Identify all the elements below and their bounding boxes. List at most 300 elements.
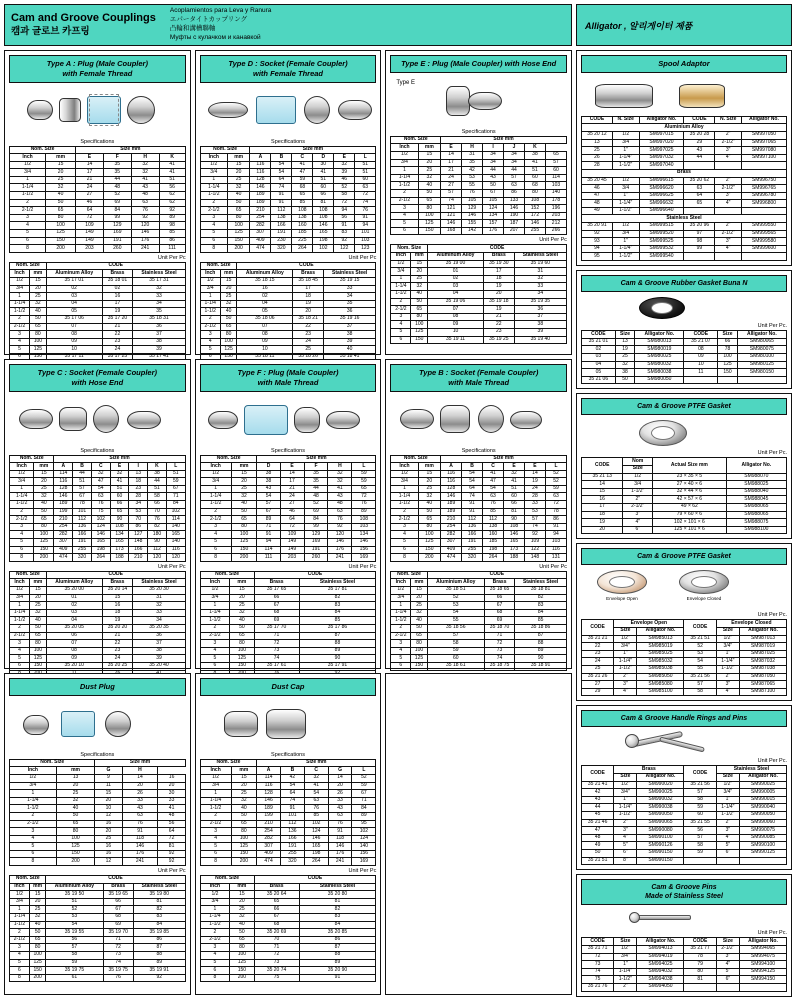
table-row bbox=[582, 849, 787, 857]
th-code2-spool: CODE bbox=[684, 116, 715, 124]
table-cell: 57 bbox=[257, 501, 280, 509]
table-row bbox=[200, 812, 376, 820]
table-cell: 98 bbox=[684, 238, 715, 246]
table-cell bbox=[684, 376, 718, 384]
table-cell: 24 bbox=[102, 655, 133, 663]
table-cell bbox=[716, 983, 739, 991]
table-cell: 2-1/2 bbox=[10, 632, 30, 640]
table-cell: 34 bbox=[483, 159, 504, 167]
table-cell: SM985038 bbox=[637, 665, 684, 673]
table-cell: 51 bbox=[524, 167, 545, 175]
table-cell: 5 bbox=[10, 843, 57, 851]
table-cell: 65 bbox=[231, 820, 257, 828]
table-cell: 1-1/4 bbox=[391, 609, 411, 617]
table-cell: 50 bbox=[411, 298, 428, 306]
table-cell: 1-1/4" bbox=[716, 804, 739, 812]
table-cell: 200 bbox=[29, 974, 45, 982]
th-nom-size-f: Nom. Size bbox=[200, 455, 257, 463]
table-cell: 3 bbox=[200, 214, 227, 222]
table-cell: 27 bbox=[582, 681, 614, 689]
table-cell: 32 bbox=[615, 361, 635, 369]
table-cell: 63 bbox=[545, 493, 566, 501]
table-cell: 15 bbox=[411, 587, 427, 595]
table-cell: 23 bbox=[293, 331, 324, 339]
table-cell: 3/4" bbox=[614, 643, 637, 651]
table-cell: 146 bbox=[352, 539, 376, 547]
table-cell: 116 bbox=[250, 169, 271, 177]
table-row bbox=[10, 898, 186, 906]
th-sub: Brass bbox=[484, 579, 514, 587]
code-table-dust-plug bbox=[9, 875, 186, 982]
table-row bbox=[200, 624, 376, 632]
table-cell: 19 bbox=[102, 308, 133, 316]
table-cell: 156 bbox=[352, 546, 376, 554]
table-cell: 57 bbox=[504, 174, 525, 182]
table-cell: 43 bbox=[582, 796, 614, 804]
table-ptfe bbox=[581, 457, 787, 534]
th-code2-pins: CODE bbox=[684, 938, 716, 946]
table-cell: 35 20 25 bbox=[102, 662, 133, 670]
unit-label-e: Unit Per Pc bbox=[539, 237, 568, 244]
table-cell: 8" bbox=[614, 857, 637, 865]
table-row bbox=[200, 944, 376, 952]
table-row bbox=[10, 323, 186, 331]
table-cell: 72 bbox=[484, 640, 514, 648]
table-cell: 100 bbox=[231, 531, 257, 539]
panel-title-spool: Spool Adaptor bbox=[581, 55, 787, 73]
table-cell: 35 21 06 bbox=[582, 376, 616, 384]
th-sub: E bbox=[110, 463, 129, 471]
table-cell: 52 bbox=[46, 906, 103, 914]
table-cell: 4" bbox=[716, 834, 739, 842]
table-cell: 35 18 41 bbox=[323, 353, 375, 361]
panel-empty bbox=[385, 673, 572, 995]
table-cell: 102 bbox=[91, 516, 110, 524]
th-nsize-spool: N. Size bbox=[612, 116, 639, 124]
table-cell: 04 bbox=[46, 617, 102, 625]
table-cell: 24 bbox=[280, 493, 304, 501]
table-cell: 17 bbox=[582, 503, 623, 511]
table-cell: 5 bbox=[200, 346, 220, 354]
table-ptfe-envelope bbox=[581, 619, 787, 696]
table-cell: 160 bbox=[292, 222, 313, 230]
th-size-closed-env: Size bbox=[716, 628, 739, 636]
table-cell: 176 bbox=[122, 850, 158, 858]
table-cell: 2" bbox=[614, 819, 637, 827]
table-cell: 06 bbox=[46, 632, 102, 640]
table-cell: 09 bbox=[428, 321, 484, 329]
table-cell: 146 bbox=[328, 539, 352, 547]
table-cell: 1/2" bbox=[614, 635, 637, 643]
table-cell: 20 bbox=[29, 898, 45, 906]
table-cell: 1-1/2" bbox=[716, 665, 739, 673]
table-row bbox=[582, 361, 787, 369]
table-cell: 25 bbox=[29, 906, 45, 914]
table-cell: 3/4 bbox=[200, 478, 231, 486]
th-sub: Stainless Steel bbox=[323, 270, 375, 278]
table-cell: 32 bbox=[328, 470, 352, 478]
table-cell: 100 bbox=[56, 835, 95, 843]
table-cell: 46 bbox=[582, 185, 613, 193]
table-cell: 166 bbox=[462, 531, 483, 539]
table-cell: 92 bbox=[158, 850, 185, 858]
table-cell: SM994038 bbox=[637, 976, 684, 984]
table-row bbox=[200, 293, 376, 301]
th-sub: Stainless Steel bbox=[133, 883, 185, 891]
table-handle-rings bbox=[581, 765, 787, 865]
th-sub: L bbox=[355, 154, 376, 162]
table-cell: 3" bbox=[716, 953, 739, 961]
table-cell: 24 bbox=[76, 184, 104, 192]
table-cell: 134 bbox=[483, 212, 504, 220]
table-cell: 6" bbox=[623, 526, 653, 534]
table-cell: 35 18 70 bbox=[484, 624, 514, 632]
table-row bbox=[200, 493, 376, 501]
th-actual-ptfe: Actual Size mm bbox=[653, 458, 727, 473]
table-cell: 2-1/2" bbox=[623, 503, 653, 511]
table-cell: 2 bbox=[391, 508, 418, 516]
th-allig-ptfe: Alligator No. bbox=[726, 458, 786, 473]
th-sub: B bbox=[462, 463, 483, 471]
table-row bbox=[582, 185, 787, 193]
table-row bbox=[10, 508, 186, 516]
table-cell: 35 21 77 bbox=[684, 945, 716, 953]
th-size-mm-dc: Size mm bbox=[257, 759, 376, 767]
table-cell: 80 bbox=[411, 640, 427, 648]
table-cell: 102 × 101 × 6 bbox=[653, 519, 727, 527]
table-cell: 25 bbox=[34, 485, 54, 493]
table-row bbox=[10, 805, 186, 813]
table-cell: 64 bbox=[271, 176, 292, 184]
table-cell: 79 × 60 × 6 bbox=[653, 511, 727, 519]
table-cell: 6 bbox=[200, 967, 229, 975]
table-cell: 6 bbox=[200, 850, 231, 858]
table-cell: 100 bbox=[411, 321, 428, 329]
table-cell: 51 bbox=[159, 176, 185, 184]
table-cell: 100 bbox=[418, 531, 441, 539]
table-cell: 2-1/2 bbox=[200, 936, 229, 944]
table-cell: 3/4 bbox=[391, 594, 411, 602]
th-sub: Stainless Steel bbox=[133, 579, 185, 587]
unit-label-dc: Unit Per Pc bbox=[348, 868, 377, 875]
th-ss-handle: Stainless Steel bbox=[716, 766, 786, 774]
spec-label-b: Specifications bbox=[461, 447, 496, 454]
table-cell: 57 bbox=[46, 944, 103, 952]
table-cell: 50 bbox=[483, 182, 504, 190]
table-cell: 150 bbox=[411, 336, 428, 344]
table-cell: 75 bbox=[91, 508, 110, 516]
panel-title-buna: Cam & Groove Rubber Gasket Buna N bbox=[581, 275, 787, 292]
table-cell: 264 bbox=[304, 858, 328, 866]
table-cell: SM990100 bbox=[739, 842, 786, 850]
table-cell: 54 bbox=[257, 493, 280, 501]
table-cell: 254 bbox=[441, 523, 462, 531]
table-cell: 4 bbox=[10, 952, 30, 960]
panel-dust-plug bbox=[4, 673, 191, 995]
table-row bbox=[582, 376, 787, 384]
table-row bbox=[582, 177, 787, 185]
table-cell: 20 bbox=[30, 285, 47, 293]
table-row bbox=[200, 169, 376, 177]
table-cell: 78 bbox=[545, 508, 566, 516]
th-sub: mm bbox=[227, 154, 250, 162]
table-cell: 53 bbox=[46, 914, 103, 922]
table-cell: SM999532 bbox=[639, 245, 684, 253]
panel-type-b bbox=[385, 359, 572, 669]
table-cell: 146 bbox=[504, 531, 525, 539]
table-cell: 2-1/2" bbox=[715, 139, 742, 147]
table-cell: SM990080 bbox=[637, 827, 684, 835]
table-cell: 12 bbox=[95, 858, 122, 866]
table-cell: 5" bbox=[716, 842, 739, 850]
table-cell: 3/4 bbox=[10, 898, 30, 906]
table-row bbox=[10, 338, 186, 346]
table-cell: 8 bbox=[391, 554, 418, 562]
table-cell: 67 bbox=[257, 508, 280, 516]
table-row bbox=[10, 176, 186, 184]
table-row bbox=[391, 189, 567, 197]
table-cell: 54 bbox=[91, 485, 110, 493]
table-cell: 3 bbox=[200, 331, 220, 339]
table-cell: 18 bbox=[102, 609, 133, 617]
table-cell: 75 bbox=[582, 976, 614, 984]
table-row bbox=[391, 617, 567, 625]
table-cell: SM987100 bbox=[739, 688, 786, 696]
table-cell: 41 bbox=[328, 485, 352, 493]
table-cell: SM997015 bbox=[639, 131, 684, 139]
th-nom-size-code-dp: Nom. Size bbox=[10, 876, 46, 884]
table-cell: 51 bbox=[110, 485, 129, 493]
table-cell: 76 bbox=[103, 974, 133, 982]
table-row bbox=[391, 205, 567, 213]
table-cell: 35 17 31 bbox=[133, 278, 185, 286]
th-sub: H bbox=[328, 463, 352, 471]
table-cell: 65 bbox=[34, 516, 54, 524]
th-code-ptfe: CODE bbox=[582, 458, 623, 473]
table-cell: 10 bbox=[684, 361, 718, 369]
code-body-b bbox=[391, 587, 567, 671]
table-cell: 80 bbox=[684, 968, 716, 976]
table-cell: 35 19 00 bbox=[428, 260, 484, 268]
table-cell: 83 bbox=[515, 602, 567, 610]
table-row bbox=[200, 478, 376, 486]
table-cell: 19 bbox=[483, 306, 514, 314]
table-row bbox=[582, 658, 787, 666]
table-cell: 5 bbox=[391, 655, 411, 663]
table-cell: 2-1/2 bbox=[200, 820, 231, 828]
table-cell: 12 bbox=[95, 812, 122, 820]
table-cell: 1 bbox=[10, 176, 46, 184]
table-cell: 2-1/2 bbox=[10, 323, 30, 331]
table-cell: 103 bbox=[355, 237, 376, 245]
table-cell: 87 bbox=[299, 632, 376, 640]
table-cell: 140 bbox=[166, 523, 185, 531]
table-cell: 92 bbox=[582, 230, 613, 238]
table-cell: 03 bbox=[46, 609, 102, 617]
table-cell: 1/2 bbox=[200, 161, 227, 169]
table-cell: 23 bbox=[582, 650, 614, 658]
table-cell: 35 20 30 bbox=[133, 587, 185, 595]
table-row bbox=[10, 812, 186, 820]
table-cell: 72 bbox=[103, 944, 133, 952]
table-row bbox=[582, 953, 787, 961]
panel-handle-rings bbox=[576, 705, 792, 870]
table-cell: 150 bbox=[34, 546, 54, 554]
table-cell: 1-1/4 bbox=[10, 914, 30, 922]
table-row bbox=[582, 200, 787, 208]
table-cell: SM988045 bbox=[726, 496, 786, 504]
table-cell: 3 bbox=[10, 944, 30, 952]
table-cell: 17 bbox=[483, 268, 514, 276]
table-cell: 60 bbox=[684, 812, 716, 820]
unit-label-dp: Unit Per Pc bbox=[157, 868, 186, 875]
table-row bbox=[10, 470, 186, 478]
table-cell: 169 bbox=[103, 230, 131, 238]
table-cell: 54 bbox=[462, 470, 483, 478]
table-cell: 72 bbox=[545, 501, 566, 509]
table-cell: SM999525 bbox=[639, 238, 684, 246]
table-cell: 25 bbox=[95, 835, 122, 843]
table-cell: 91 bbox=[355, 214, 376, 222]
table-cell: 51 bbox=[355, 161, 376, 169]
table-cell: 50 bbox=[227, 199, 250, 207]
panel-title-type-d: Type D : Socket (Female Coupler) with Female Thread bbox=[200, 55, 377, 83]
table-row bbox=[200, 782, 376, 790]
table-cell: 52 bbox=[352, 774, 376, 782]
table-cell: 254 bbox=[54, 523, 73, 531]
table-row bbox=[200, 207, 376, 215]
table-row bbox=[10, 640, 186, 648]
table-cell: 35 19 80 bbox=[133, 891, 185, 899]
table-cell: 187 bbox=[504, 220, 525, 228]
table-cell: 60 bbox=[355, 176, 376, 184]
illustration-type-a bbox=[9, 86, 186, 138]
table-cell: 1 bbox=[10, 790, 57, 798]
table-cell: 100 bbox=[34, 531, 54, 539]
table-cell: 28 bbox=[582, 162, 613, 170]
table-cell: 37 bbox=[133, 331, 185, 339]
table-cell: 32 bbox=[29, 914, 45, 922]
table-cell: 02 bbox=[582, 346, 616, 354]
table-cell: 02 bbox=[46, 602, 102, 610]
table-cell: 35 21 41 bbox=[582, 781, 614, 789]
table-cell: 3/4 bbox=[10, 782, 57, 790]
table-cell: 76 bbox=[355, 207, 376, 215]
table-cell: 1" bbox=[612, 238, 639, 246]
table-row bbox=[10, 523, 186, 531]
table-row bbox=[200, 199, 376, 207]
table-cell: 20 bbox=[227, 169, 250, 177]
table-cell: 80 bbox=[34, 523, 54, 531]
table-cell: 43 bbox=[131, 184, 159, 192]
table-row bbox=[582, 827, 787, 835]
table-cell: 16 bbox=[158, 774, 185, 782]
table-cell: 64 bbox=[281, 790, 305, 798]
table-cell: 78 bbox=[684, 953, 716, 961]
table-cell: 474 bbox=[257, 858, 281, 866]
table-cell: 21 bbox=[76, 176, 104, 184]
table-cell: 40 bbox=[418, 182, 441, 190]
table-cell: 03 bbox=[46, 293, 102, 301]
spec-body-dc bbox=[200, 774, 376, 865]
table-cell: 76 bbox=[122, 820, 158, 828]
table-cell: SM985080 bbox=[637, 681, 684, 689]
table-cell: 19 bbox=[483, 283, 514, 291]
table-cell: 1-1/4" bbox=[716, 658, 739, 666]
table-cell: SM994013 bbox=[637, 945, 684, 953]
table-cell: 1-1/4" bbox=[612, 154, 639, 162]
main-column bbox=[4, 50, 572, 995]
table-row bbox=[10, 914, 186, 922]
table-cell: 48 bbox=[582, 200, 613, 208]
table-cell: 09 bbox=[684, 353, 718, 361]
table-cell: 3/4 bbox=[623, 481, 653, 489]
table-cell: 66 bbox=[313, 192, 334, 200]
table-row bbox=[10, 214, 186, 222]
table-cell: 125 bbox=[231, 539, 257, 547]
table-cell: 13 bbox=[129, 470, 148, 478]
th-sub: Stainless Steel bbox=[514, 253, 566, 261]
group-header-row bbox=[582, 215, 787, 223]
type-e-tag: Type E bbox=[396, 79, 416, 86]
table-cell: 260 bbox=[304, 554, 328, 562]
table-row bbox=[10, 797, 186, 805]
pins-subtitle-text: Made of Stainless Steel bbox=[645, 893, 723, 901]
table-cell: 41 bbox=[483, 470, 504, 478]
table-cell: 1-1/4 bbox=[391, 174, 418, 182]
table-cell: 35 21 21 bbox=[582, 635, 614, 643]
th-code-e: CODE bbox=[428, 245, 567, 253]
table-cell bbox=[742, 207, 787, 215]
table-row bbox=[391, 493, 567, 501]
table-cell: 33 bbox=[514, 283, 566, 291]
table-cell: 47 bbox=[483, 478, 504, 486]
panel-title-type-e: Type E : Plug (Male Coupler) with Hose End bbox=[390, 55, 567, 73]
table-cell: 07 bbox=[46, 640, 102, 648]
table-cell: 35 17 81 bbox=[299, 587, 376, 595]
table-cell: 72 bbox=[254, 952, 299, 960]
table-cell: 76 bbox=[462, 189, 483, 197]
unit-label-d: Unit Per Pc bbox=[348, 254, 377, 261]
table-cell: 14 bbox=[441, 151, 462, 159]
th-allig2-pins: Alligator No. bbox=[739, 938, 786, 946]
table-row bbox=[200, 967, 376, 975]
table-row bbox=[582, 819, 787, 827]
th-nsize2-spool: N. Size bbox=[715, 116, 742, 124]
illustration-type-f bbox=[200, 395, 377, 447]
table-row bbox=[200, 230, 376, 238]
table-cell: 56 bbox=[159, 184, 185, 192]
table-cell: 207 bbox=[504, 227, 525, 235]
table-cell: 85 bbox=[483, 508, 504, 516]
table-row bbox=[582, 834, 787, 842]
table-cell: 4 bbox=[200, 952, 229, 960]
table-cell: 1 bbox=[200, 485, 231, 493]
table-cell: 95 bbox=[582, 253, 613, 261]
th-open-env: Envelope Open bbox=[614, 620, 684, 628]
table-cell: 241 bbox=[328, 858, 352, 866]
table-row bbox=[391, 167, 567, 175]
table-cell: 34 bbox=[133, 617, 185, 625]
table-cell: 32 bbox=[328, 478, 352, 486]
th-code-env: CODE bbox=[582, 620, 614, 635]
unit-label-ptfe: Unit Per Pc. bbox=[757, 450, 787, 457]
th-size-ss-handle: Size bbox=[716, 774, 739, 782]
table-cell: SM990025 bbox=[739, 781, 786, 789]
table-cell bbox=[684, 253, 715, 261]
table-cell: 120 bbox=[131, 222, 159, 230]
table-cell: 67 bbox=[352, 790, 376, 798]
